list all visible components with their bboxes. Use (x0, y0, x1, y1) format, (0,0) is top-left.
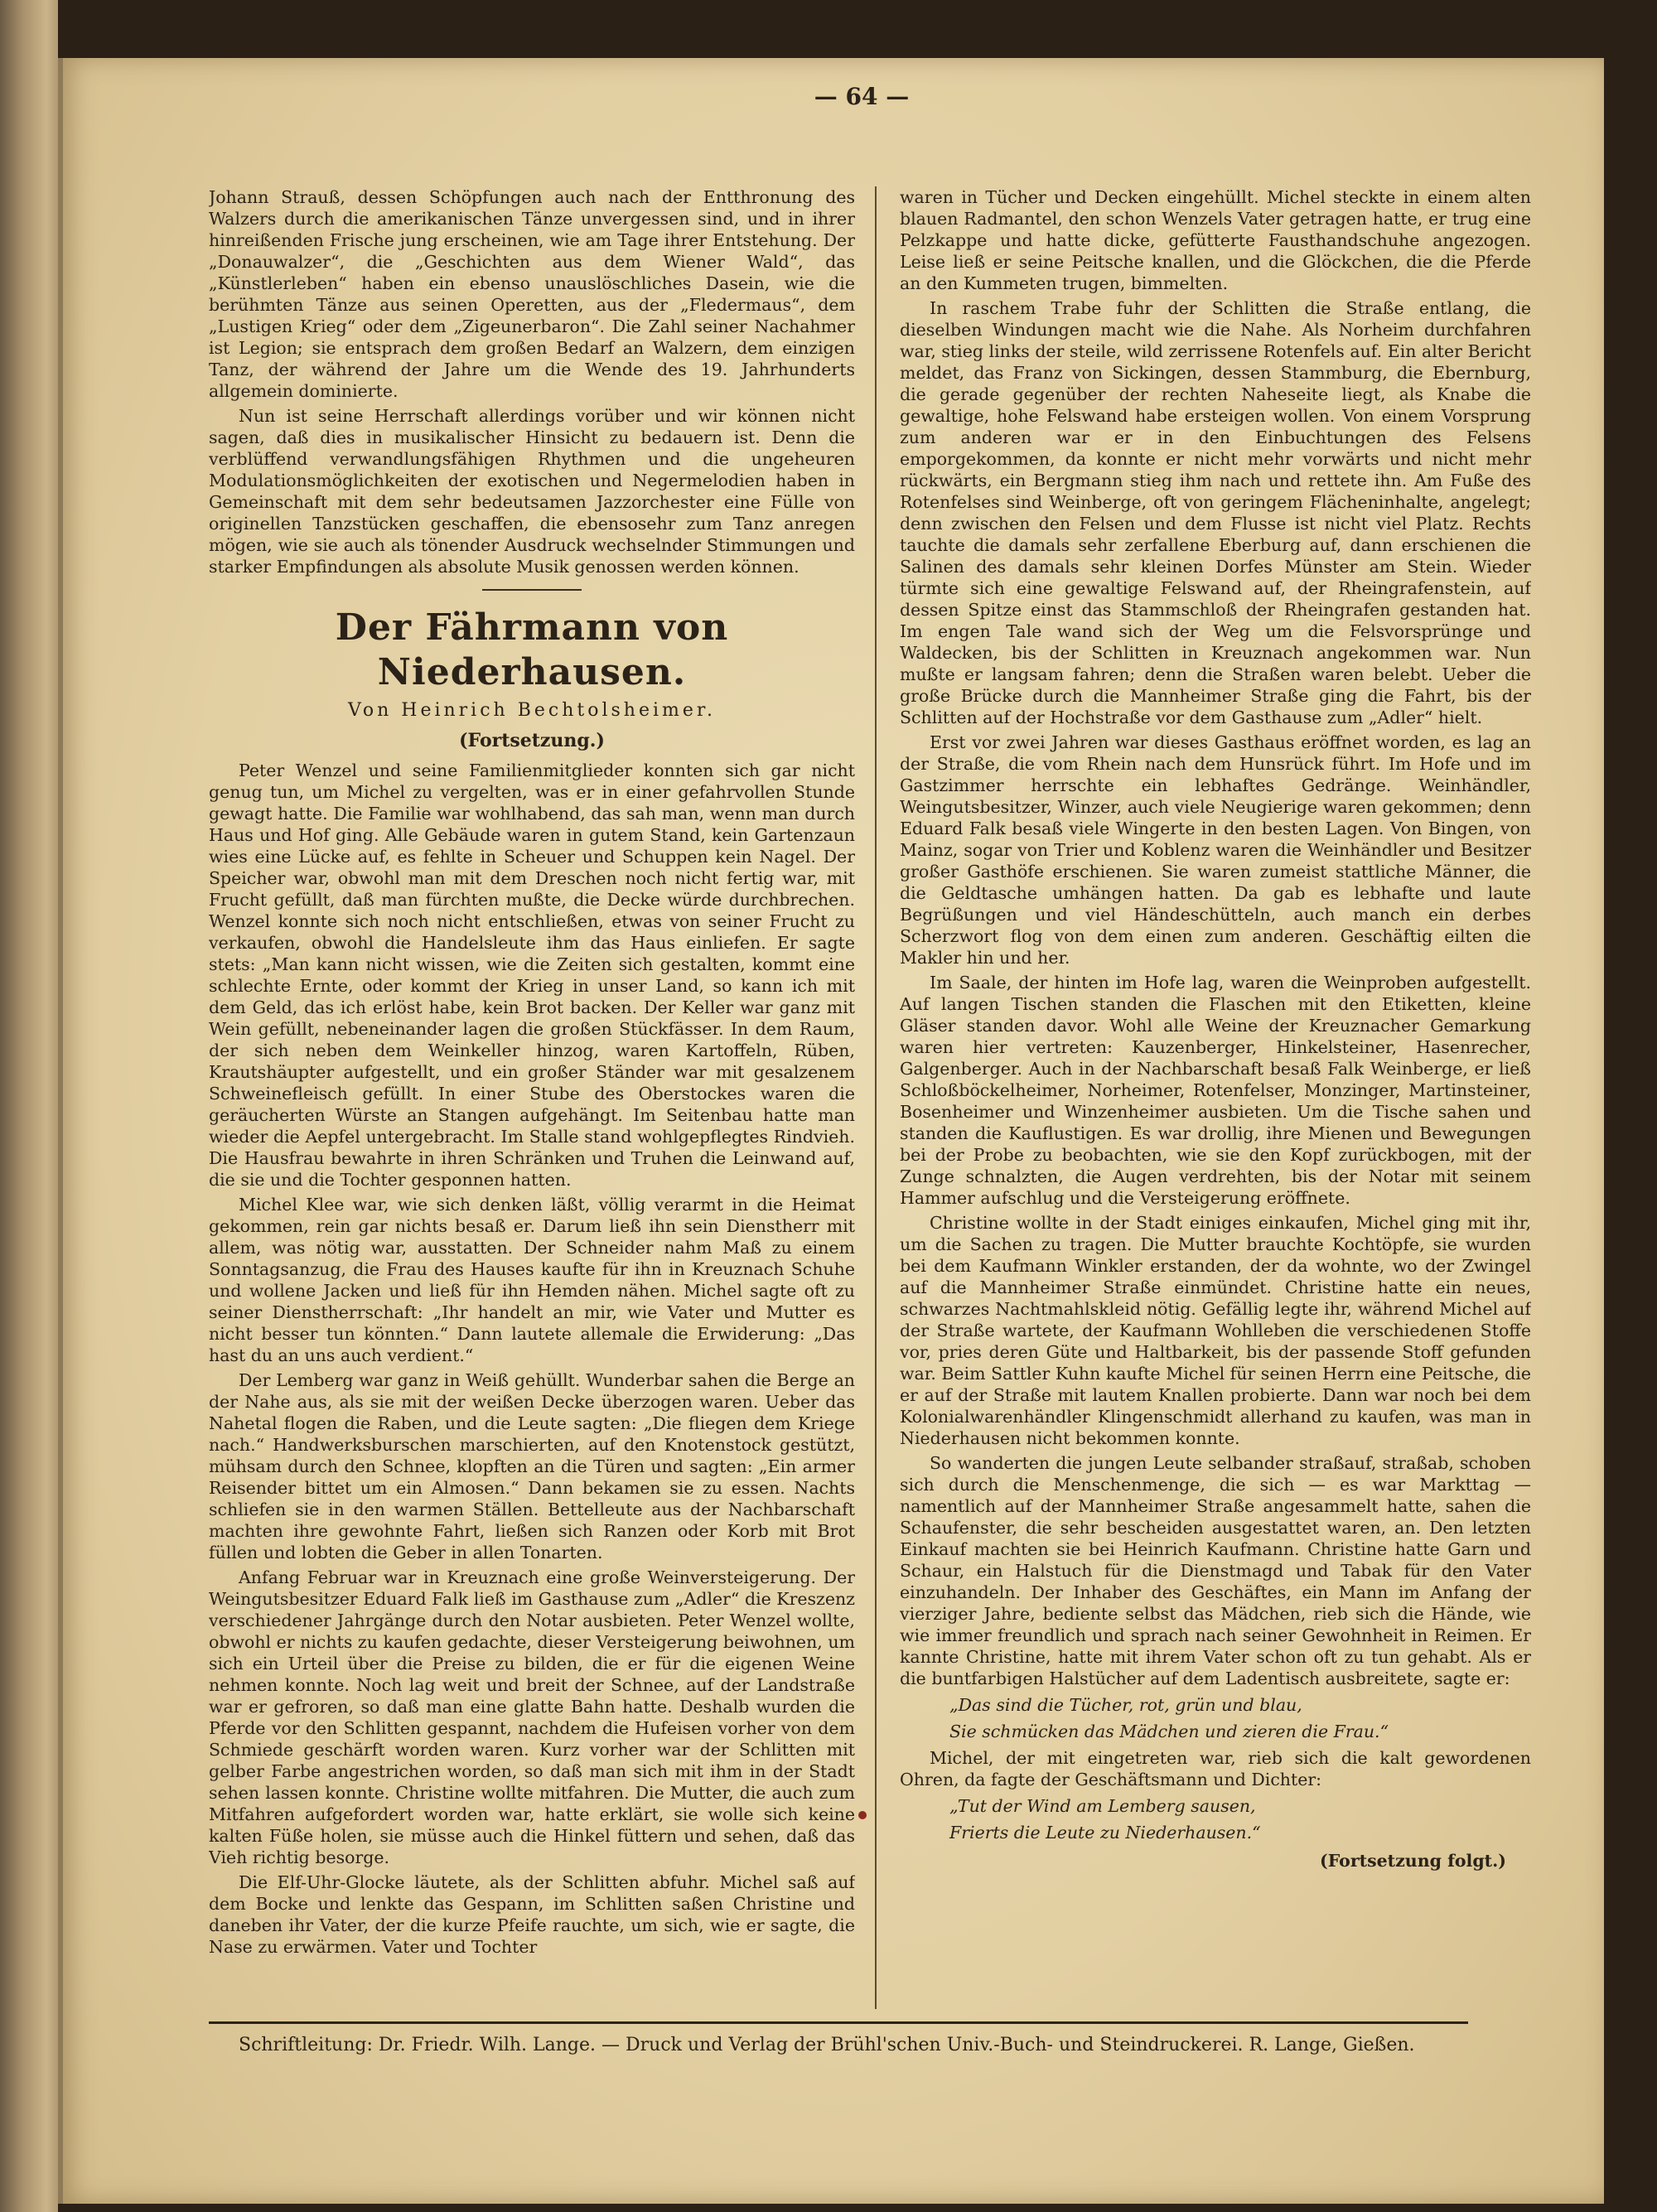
intro-paragraph: Johann Strauß, dessen Schöpfungen auch nach der Entthronung des Walzers durch die amerikanischen Tänze unvergessen sind, und in ihrer hinreißenden Frische jung erscheinen, wie am Tage ihrer Entstehung. Der „Donauwalzer“, die „Geschichten aus dem Wiener Wald“, das „Künstlerleben“ haben ein ebenso unauslöschliches Dasein, wie die berühmten Tänze aus seinen Operetten, aus der „Fledermaus“, dem „Lustigen Krieg“ oder dem „Zigeunerbaron“. Die Zahl seiner Nachahmer ist Legion; sie entsprach dem großen Bedarf an Walzern, dem einzigen Tanz, der während der Jahre um die Wende des 19. Jahrhunderts allgemein dominierte. (209, 187, 855, 401)
story-paragraph: Erst vor zwei Jahren war dieses Gasthaus eröffnet worden, es lag an der Straße, die vom Rhein nach dem Hunsrück führt. Im Hofe und im Gastzimmer herrschte ein lebhaftes Gedränge. Weinhändler, Weingutsbesitzer, Winzer, auch viele Neugierige waren gekommen; denn Eduard Falk besaß viele Wingerte in den besten Lagen. Von Bingen, von Mainz, sogar von Trier und Koblenz waren die Weinhändler und Besitzer großer Gasthöfe erschienen. Sie waren zumeist stattliche Männer, die die Geldtasche umhängen hatten. Da gab es lebhafte und laute Begrüßungen und viel Händeschütteln, auch manch ein derbes Scherzwort flog von dem einen zum anderen. Geschäftig eilten die Makler hin und her. (900, 732, 1531, 968)
to-be-continued-label: (Fortsetzung folgt.) (1320, 1851, 1506, 1871)
ink-mark (858, 1811, 867, 1819)
story-paragraph: Anfang Februar war in Kreuznach eine große Weinversteigerung. Der Weingutsbesitzer Eduard Falk ließ im Gasthause zum „Adler“ die Kreszenz verschiedener Jahrgänge durch den Notar ausbieten. Peter Wenzel wollte, obwohl er nichts zu kaufen gedachte, dieser Versteigerung beiwohnen, um sich ein Urteil über die Preise zu bilden, die er für die eigenen Weine nehmen konnte. Noch lag weit und breit der Schnee, auf der Landstraße war er gefroren, so daß man eine glatte Bahn hatte. Deshalb wurden die Pferde vor den Schlitten gespannt, nachdem die Hufeisen vorher von dem Schmiede geschärft worden waren. Kurz vorher war der Schlitten mit gelber Farbe angestrichen worden, so daß man sich mit ihm in der Stadt sehen lassen konnte. Christine wollte mitfahren. Die Mutter, die auch zum Mitfahren aufgefordert worden war, hatte erklärt, sie wolle sich keine kalten Füße holen, sie müsse auch die Hinkel füttern und sehen, daß das Vieh richtig besorge. (209, 1567, 855, 1867)
story-paragraph: So wanderten die jungen Leute selbander straßauf, straßab, schoben sich durch die Menschenmenge, die sich — es war Markttag — namentlich auf der Mannheimer Straße angesammelt hatte, sahen die Schaufenster, die sehr bescheiden ausgestattet waren, an. Den letzten Einkauf machten sie bei Heinrich Kaufmann. Christine hatte Garn und Schaur, ein Halstuch für die Dienstmagd und Tabak für den Vater einzuhandeln. Der Inhaber des Geschäftes, ein Mann im Anfang der vierziger Jahre, bediente selbst das Mädchen, rieb sich die Hände, wie wie immer freundlich und sprach nach seiner Gewohnheit in Reimen. Er kannte Christine, hatte mit ihrem Vater schon oft zu tun gehabt. Als er die buntfarbigen Halstücher auf dem Ladentisch ausbreitete, sagte er: (900, 1453, 1531, 1688)
footer-divider (209, 2021, 1468, 2024)
intro-paragraph: Nun ist seine Herrschaft allerdings vorüber und wir können nicht sagen, daß dies in musikalischer Hinsicht zu bedauern ist. Denn die verblüffend verwandlungsfähigen Rhythmen und die ungeheuren Modulationsmöglichkeiten der exotischen und Negermelodien haben in Gemeinschaft mit dem sehr bedeutsamen Jazzorchester eine Fülle von originellen Tanzstücken geschaffen, die ebensosehr zum Tanz anregen mögen, wie sie auch als tönender Ausdruck wechselnder Stimmungen und starker Empfindungen als absolute Musik genossen werden können. (209, 406, 855, 577)
verse-line: „Das sind die Tücher, rot, grün und blau, (949, 1695, 1302, 1715)
verse-line: „Tut der Wind am Lemberg sausen, (949, 1796, 1256, 1816)
story-paragraph: Michel Klee war, wie sich denken läßt, völlig verarmt in die Heimat gekommen, rein gar nichts besaß er. Darum ließ ihn sein Dienstherr mit allem, was nötig war, ausstatten. Der Schneider nahm Maß zu einem Sonntagsanzug, die Frau des Hauses kaufte für ihn in Kreuznach Schuhe und wollene Jacken und ließ für ihn Hemden nähen. Michel sagte oft zu seiner Dienstherrschaft: „Ihr handelt an mir, wie Vater und Mutter es nicht besser tun könnten.“ Dann lautete allemale die Erwiderung: „Das hast du an uns auch verdient.“ (209, 1195, 855, 1365)
verse-line: Frierts die Leute zu Niederhausen.“ (949, 1823, 1261, 1843)
right-column (900, 186, 1531, 1997)
column-divider (875, 186, 877, 2009)
section-divider (482, 589, 582, 591)
book-spine-edge (0, 0, 58, 2212)
left-column (209, 186, 855, 1997)
story-paragraph: Die Elf-Uhr-Glocke läutete, als der Schlitten abfuhr. Michel saß auf dem Bocke und lenkte das Gespann, im Schlitten saßen Christine und daneben ihr Vater, der die kurze Pfeife rauchte, um sich, wie er sagte, die Nase zu erwärmen. Vater und Tochter (209, 1872, 855, 1957)
story-title: Der Fährmann von Niederhausen. (335, 606, 729, 693)
story-paragraph: Christine wollte in der Stadt einiges einkaufen, Michel ging mit ihr, um die Sachen zu tragen. Die Mutter brauchte Kochtöpfe, sie wurden bei dem Kaufmann Winkler erstanden, der da wohnte, wo der Zwingel auf die Mannheimer Straße einmündet. Christine hatte ein neues, schwarzes Nachtmahlskleid nötig. Gefällig legte ihr, während Michel auf der Straße wartete, der Kaufmann Wohlleben die verschiedenen Stoffe vor, pries deren Güte und Haltbarkeit, bis der passende Stoff gefunden war. Beim Sattler Kuhn kaufte Michel für seinen Herrn eine Peitsche, die er auf der Straße mit lautem Knallen probierte. Dann war noch bei dem Kolonialwarenhändler Klingenschmidt allerhand zu kaufen, was man in Niederhausen nicht bekommen konnte. (900, 1213, 1531, 1448)
page-number: — 64 — (814, 83, 910, 110)
story-paragraph: Peter Wenzel und seine Familienmitglieder konnten sich gar nicht genug tun, um Michel zu vergelten, was er in einer gefahrvollen Stunde gewagt hatte. Die Familie war wohlhabend, das sah man, wenn man durch Haus und Hof ging. Alle Gebäude waren in gutem Stand, kein Gartenzaun wies eine Lücke auf, es fehlte in Scheuer und Schuppen kein Nagel. Der Speicher war, obwohl man mit dem Dreschen noch nicht fertig war, mit Frucht gefüllt, daß man fürchten mußte, die Decke würde durchbrechen. Wenzel konnte sich noch nicht entschließen, etwas von seiner Frucht zu verkaufen, obwohl die Handelsleute ihm das Haus einliefen. Er sagte stets: „Man kann nicht wissen, wie die Zeiten sich gestalten, kommt eine schlechte Ernte, oder kommt der Krieg in unser Land, so kann ich mit dem Geld, das ich erlöst habe, kein Brot backen. Der Keller war ganz mit Wein gefüllt, nebeneinander lagen die großen Stückfässer. In dem Raum, der sich neben dem Weinkeller hinzog, waren Kartoffeln, Rüben, Krautshäupter aufgestellt, und ein großer Ständer war mit gesalzenem Schweinefleisch gefüllt. In einer Stube des Oberstockes waren die geräucherten Würste an Stangen aufgehängt. Im Seitenbau hatte man wieder die Aepfel untergebracht. Im Stalle stand wohlgepflegtes Rindvieh. Die Hausfrau bewahrte in ihren Schränken und Truhen die Leinwand auf, die sie und die Tochter gesponnen hatten. (209, 761, 855, 1190)
story-paragraph: In raschem Trabe fuhr der Schlitten die Straße entlang, die dieselben Windungen macht wie die Nahe. Als Norheim durchfahren war, stieg links der steile, wild zerrissene Rotenfels auf. Ein alter Bericht meldet, das Franz von Sickingen, dessen Stammburg, die Ebernburg, die gerade gegenüber der rechten Naheseite liegt, als Knabe die gewaltige, hohe Felswand habe ersteigen wollen. Von einem Vorsprung zum anderen war er in den Einbuchtungen des Felsens emporgekommen, da konnte er nicht mehr vorwärts und nicht mehr rückwärts, ein Bergmann stieg ihm nach und rettete ihn. Am Fuße des Rotenfelses sind Weinberge, oft von geringem Flächeninhalte, angelegt; denn zwischen den Felsen und dem Flusse ist nicht viel Platz. Rechts tauchte die damals sehr zerfallene Eberburg auf, dann erschienen die Salinen des damals sehr kleinen Dorfes Münster am Stein. Wieder türmte sich eine gewaltige Felswand auf, der Rheingrafenstein, auf dessen Spitze einst das Stammschloß der Rheingrafen gestanden hat. Im engen Tale wand sich der Weg um die Felsvorsprünge und Waldecken, bis der Schlitten in Kreuznach angekommen war. Nun mußte er langsam fahren; denn die Straßen waren belebt. Ueber die große Brücke durch die Mannheimer Straße ging die Fahrt, bis der Schlitten auf der Hochstraße vor dem Gasthause zum „Adler“ hielt. (900, 298, 1531, 727)
story-paragraph: waren in Tücher und Decken eingehüllt. Michel steckte in einem alten blauen Radmantel, den schon Wenzels Vater getragen hatte, er trug eine Pelzkappe und hatte dicke, gefütterte Fausthandschuhe angezogen. Leise ließ er seine Peitsche knallen, und die Glöckchen, die die Pferde an den Kummeten trugen, bimmelten. (900, 187, 1531, 293)
verse-line: Sie schmücken das Mädchen und zieren die Frau.“ (949, 1722, 1389, 1741)
publisher-imprint: Schriftleitung: Dr. Friedr. Wilh. Lange. — Druck und Verlag der Brühl'schen Univ.-Buch- und Steindruckerei. R. Lange, Gießen. (239, 2035, 1415, 2055)
story-paragraph: Im Saale, der hinten im Hofe lag, waren die Weinproben aufgestellt. Auf langen Tischen standen die Flaschen mit den Etiketten, kleine Gläser standen davor. Wohl alle Weine der Kreuznacher Gemarkung waren hier vertreten: Kauzenberger, Hinkelsteiner, Hasenrecher, Galgenberger. Auch in der Nachbarschaft besaß Falk Weinberge, er ließ Schloßböckelheimer, Norheimer, Rotenfelser, Monzinger, Martinsteiner, Bosenheimer und Winzenheimer ausbieten. Um die Tische sahen und standen die Kauflustigen. Es war drollig, ihre Mienen und Bewegungen bei der Probe zu beobachten, wie sie den Kopf zurückbogen, mit der Zunge schnalzten, die Augen verdrehten, bis der Notar mit seinem Hammer aufschlug und die Versteigerung eröffnete. (900, 973, 1531, 1208)
story-author: Von Heinrich Bechtolsheimer. (347, 700, 716, 721)
story-paragraph: Michel, der mit eingetreten war, rieb sich die kalt gewordenen Ohren, da fagte der Geschäftsmann und Dichter: (900, 1748, 1531, 1789)
story-paragraph: Der Lemberg war ganz in Weiß gehüllt. Wunderbar sahen die Berge an der Nahe aus, als sie mit der weißen Decke überzogen waren. Ueber das Nahetal flogen die Raben, und die Leute sagten: „Die fliegen dem Kriege nach.“ Handwerksburschen marschierten, auf den Knotenstock gestützt, mühsam durch den Schnee, klopften an die Türen und sagten: „Ein armer Reisender bittet um ein Almosen.“ Dann bekamen sie zu essen. Nachts schliefen sie in den warmen Ställen. Bettelleute aus der Nachbarschaft machten ihre gewohnte Fahrt, ließen sich Ranzen oder Korb mit Brot füllen und lobten die Geber in allen Tonarten. (209, 1370, 855, 1562)
continued-label: (Fortsetzung.) (459, 730, 605, 751)
